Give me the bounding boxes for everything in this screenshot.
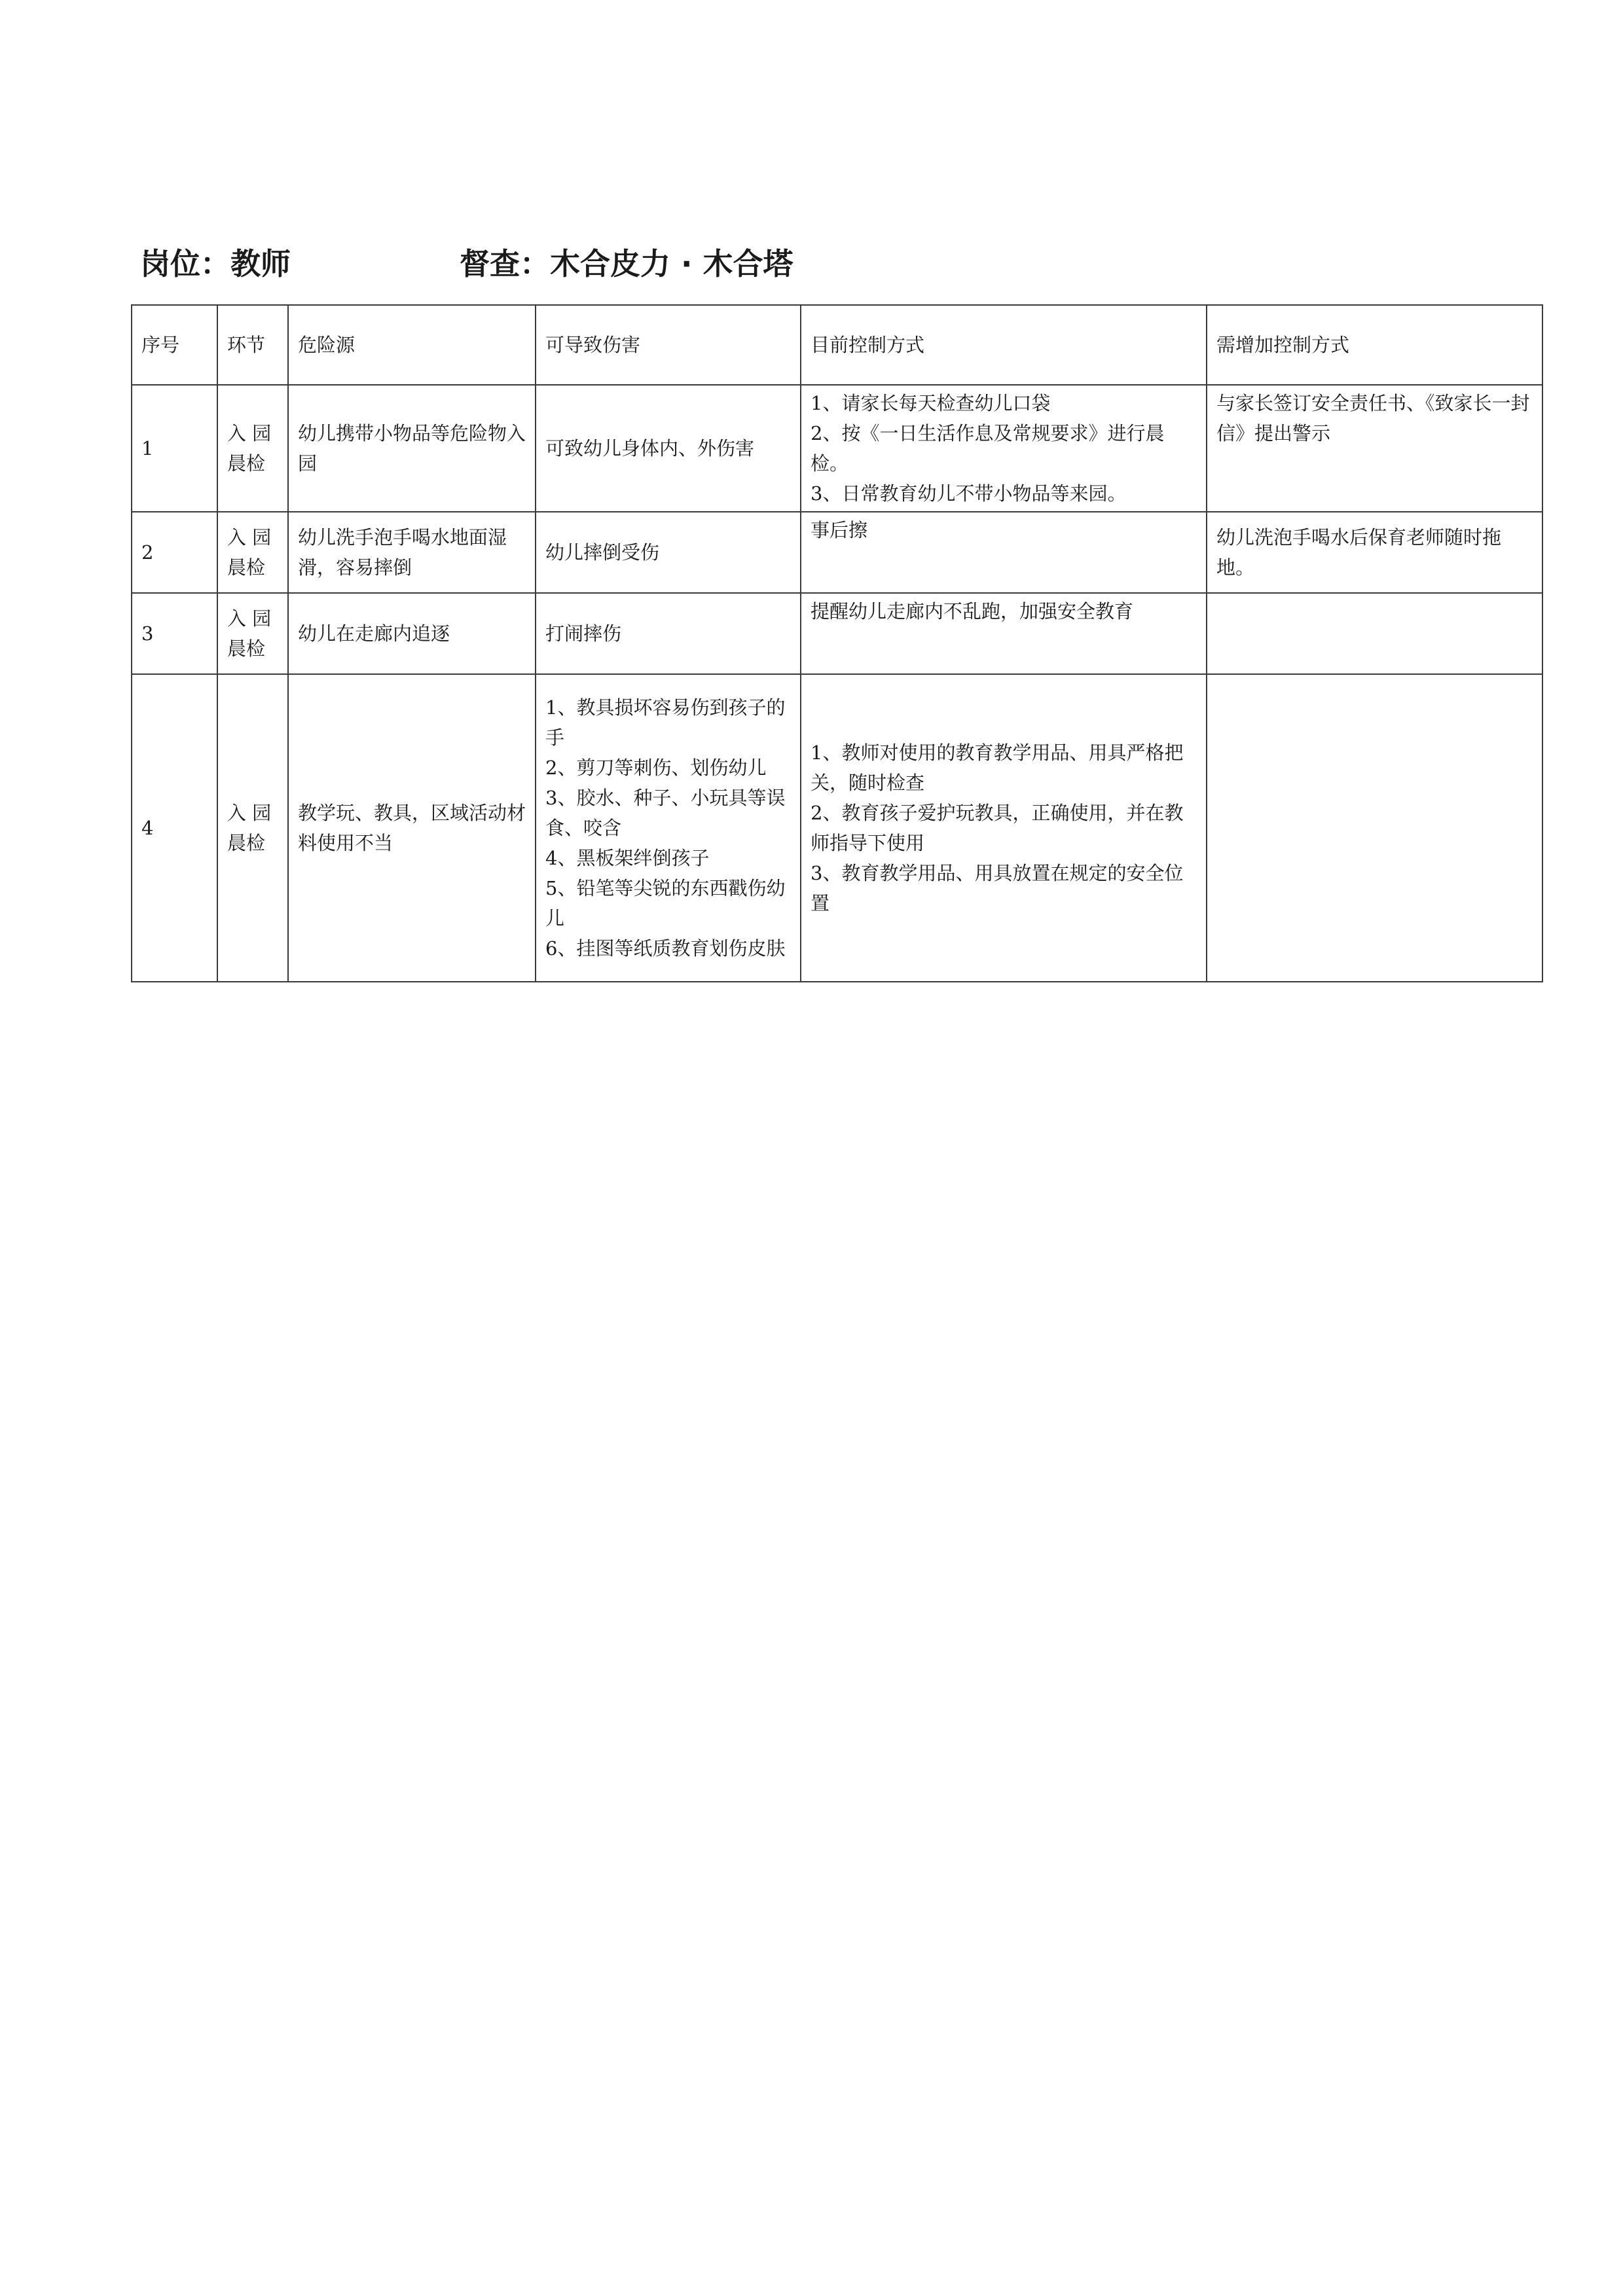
current-control-line: 1、请家长每天检查幼儿口袋 [811, 392, 1051, 414]
cell-harm [536, 674, 801, 982]
table-row [132, 512, 1542, 593]
column-header-hazard: 危险源 [288, 305, 536, 385]
cell-hazard: 幼儿在走廊内追逐 [288, 593, 536, 674]
cell-additional-control [1207, 674, 1542, 982]
cell-additional-control [1207, 593, 1542, 674]
harm-line: 打闹摔伤 [545, 622, 622, 645]
harm-line: 6、挂图等纸质教育划伤皮肤 [545, 937, 786, 960]
table-row [132, 593, 1542, 674]
cell-additional-control: 幼儿洗泡手喝水后保育老师随时拖地。 [1207, 512, 1542, 593]
cell-additional-control: 与家长签订安全责任书、《致家长一封信》提出警示 [1207, 385, 1542, 512]
cell-current-control [801, 385, 1207, 512]
harm-line: 幼儿摔倒受伤 [545, 541, 660, 564]
supervisor-title: 督查：木合皮力 · 木合塔 [460, 246, 793, 281]
cell-stage: 入 园 晨检 [217, 593, 288, 674]
cell-current-control [801, 593, 1207, 674]
cell-no: 4 [132, 674, 217, 982]
current-control-line: 2、按《一日生活作息及常规要求》进行晨检。 [811, 422, 1165, 475]
current-control-line: 1、教师对使用的教育教学用品、用具严格把关，随时检查 [811, 742, 1184, 794]
current-control-line: 2、教育孩子爱护玩教具，正确使用，并在教师指导下使用 [811, 802, 1184, 854]
current-control-line: 3、教育教学用品、用具放置在规定的安全位置 [811, 862, 1184, 914]
current-control-line: 3、日常教育幼儿不带小物品等来园。 [811, 482, 1127, 505]
post-title: 岗位：教师 [140, 246, 291, 281]
column-header-no: 序号 [132, 305, 217, 385]
harm-line: 5、铅笔等尖锐的东西戳伤幼儿 [545, 877, 786, 929]
cell-hazard: 幼儿洗手泡手喝水地面湿滑，容易摔倒 [288, 512, 536, 593]
table-header-row [132, 305, 1542, 385]
harm-line: 2、剪刀等刺伤、划伤幼儿 [545, 757, 767, 779]
harm-line: 可致幼儿身体内、外伤害 [545, 437, 755, 459]
cell-current-control [801, 512, 1207, 593]
cell-stage: 入 园 晨检 [217, 385, 288, 512]
cell-harm [536, 593, 801, 674]
cell-no: 2 [132, 512, 217, 593]
cell-current-control [801, 674, 1207, 982]
cell-harm [536, 512, 801, 593]
cell-no: 3 [132, 593, 217, 674]
cell-stage: 入 园 晨检 [217, 674, 288, 982]
harm-line: 4、黑板架绊倒孩子 [545, 847, 710, 869]
cell-hazard: 幼儿携带小物品等危险物入园 [288, 385, 536, 512]
cell-stage: 入 园 晨检 [217, 512, 288, 593]
table-row [132, 385, 1542, 512]
harm-line: 1、教具损坏容易伤到孩子的手 [545, 696, 786, 749]
table-row [132, 674, 1542, 982]
cell-harm [536, 385, 801, 512]
current-control-line: 提醒幼儿走廊内不乱跑，加强安全教育 [811, 600, 1134, 622]
current-control-line: 事后擦 [811, 519, 868, 541]
harm-line: 3、胶水、种子、小玩具等误食、咬含 [545, 787, 786, 839]
column-header-harm: 可导致伤害 [536, 305, 801, 385]
column-header-stage: 环节 [217, 305, 288, 385]
cell-no: 1 [132, 385, 217, 512]
cell-hazard: 教学玩、教具，区域活动材料使用不当 [288, 674, 536, 982]
document-header [140, 241, 1319, 287]
risk-table [131, 304, 1543, 982]
column-header-current-control: 目前控制方式 [801, 305, 1207, 385]
column-header-additional-control: 需增加控制方式 [1207, 305, 1542, 385]
